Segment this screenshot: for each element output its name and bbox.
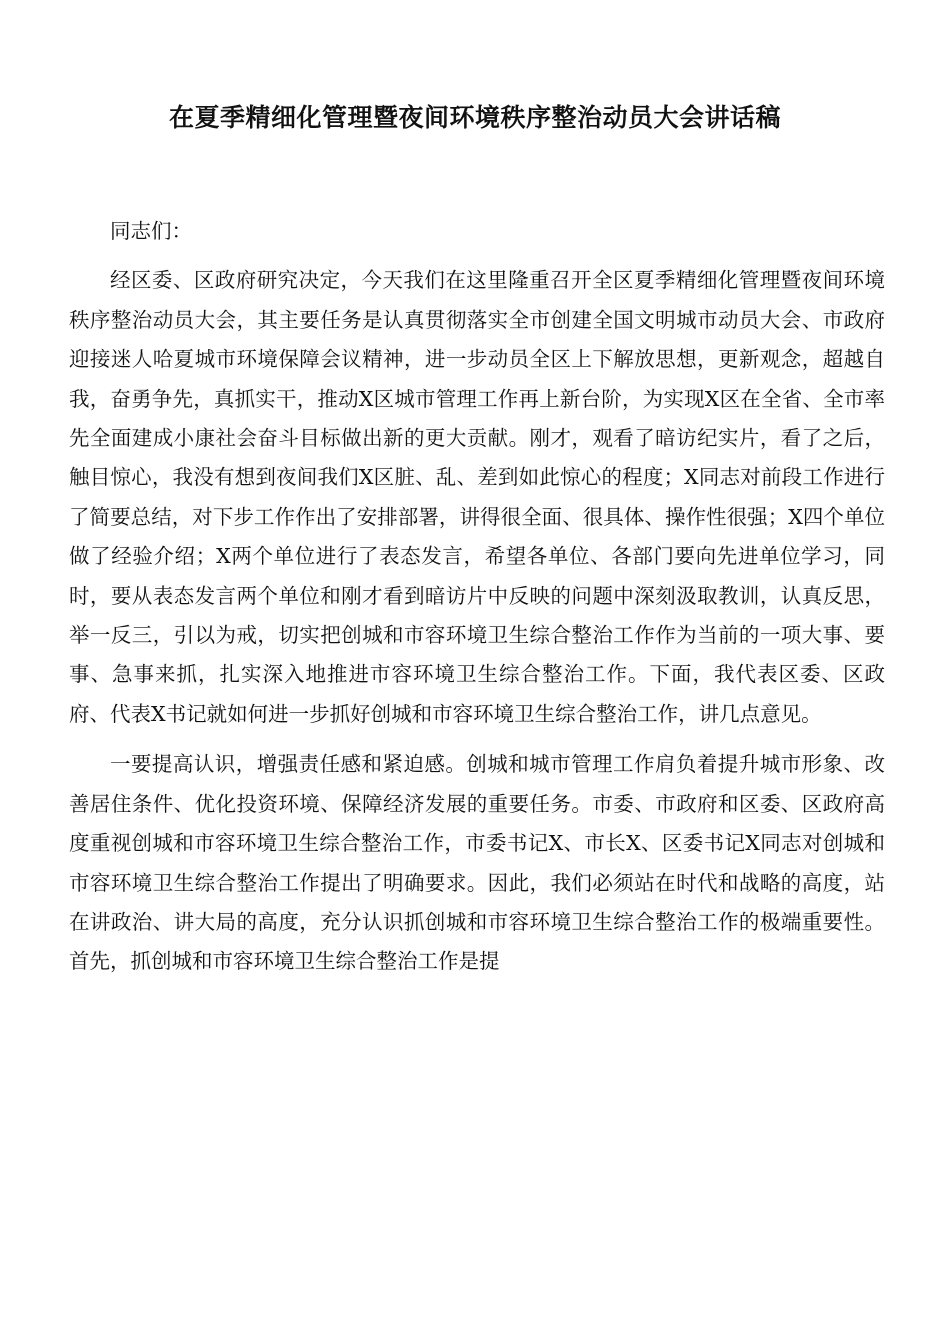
paragraph-2: 一要提高认识，增强责任感和紧迫感。创城和城市管理工作肩负着提升城市形象、改善居住条件、优化投资环境、保障经济发展的重要任务。市委、市政府和区委、区政府高度重视创城和市容环境卫生综合整治工作，市委书记X、市长X、区委书记X同志对创城和市容环境卫生综合整治工作提出了明确要求。因此，我们必须站在时代和战略的高度，站在讲政治、讲大局的高度，充分认识抓创城和市容环境卫生综合整治工作的极端重要性。首先，抓创城和市容环境卫生综合整治工作是提 [69,752,885,974]
document-body [69,212,885,993]
salutation: 同志们： [110,219,192,243]
document-title: 在夏季精细化管理暨夜间环境秩序整治动员大会讲话稿 [168,103,781,132]
paragraph-1: 经区委、区政府研究决定，今天我们在这里隆重召开全区夏季精细化管理暨夜间环境秩序整治动员大会，其主要任务是认真贯彻落实全市创建全国文明城市动员大会、市政府迎接迷人哈夏城市环境保障会议精神，进一步动员全区上下解放思想，更新观念，超越自我，奋勇争先，真抓实干，推动X区城市管理工作再上新台阶，为实现X区在全省、全市率先全面建成小康社会奋斗目标做出新的更大贡献。刚才，观看了暗访纪实片，看了之后，触目惊心，我没有想到夜间我们X区脏、乱、差到如此惊心的程度；X同志对前段工作进行了简要总结，对下步工作作出了安排部署，讲得很全面、很具体、操作性很强；X四个单位做了经验介绍；X两个单位进行了表态发言，希望各单位、各部门要向先进单位学习，同时，要从表态发言两个单位和刚才看到暗访片中反映的问题中深刻汲取教训，认真反思，举一反三，引以为戒，切实把创城和市容环境卫生综合整治工作作为当前的一项大事、要事、急事来抓，扎实深入地推进市容环境卫生综合整治工作。下面，我代表区委、区政府、代表X书记就如何进一步抓好创城和市容环境卫生综合整治工作，讲几点意见。 [69,268,885,726]
